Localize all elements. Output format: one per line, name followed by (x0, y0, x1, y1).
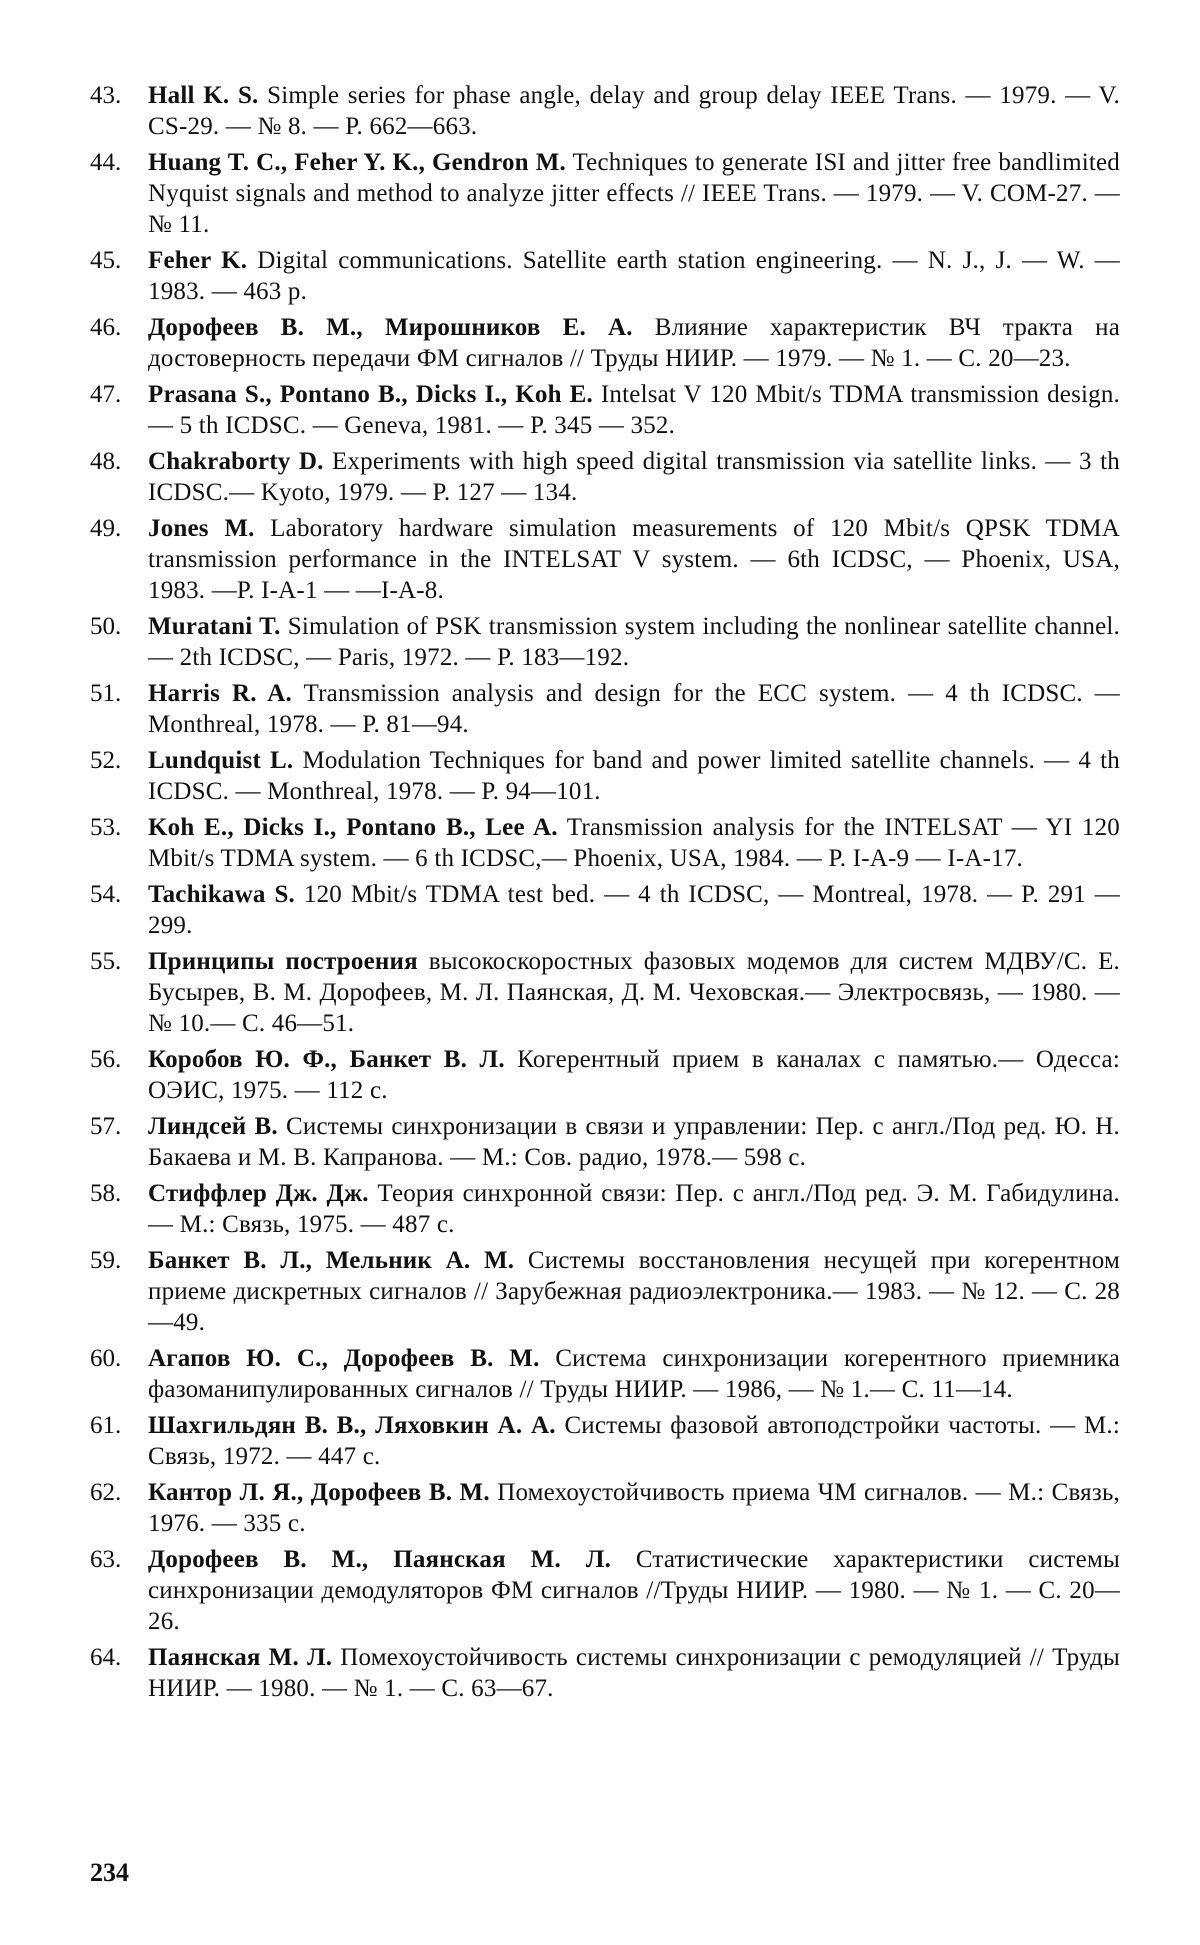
reference-number: 54. (90, 881, 122, 908)
reference-authors: Паянская М. Л. (148, 1644, 333, 1671)
reference-item (90, 1178, 1120, 1240)
reference-number: 52. (90, 747, 122, 774)
reference-number: 61. (90, 1412, 122, 1439)
reference-item (90, 80, 1120, 142)
reference-text: Simple series for phase angle, delay and group delay IEEE Trans. — 1979. — V. CS-29. — № 8. — P. 662—663. (148, 82, 1121, 140)
reference-item (90, 446, 1120, 508)
reference-number: 60. (90, 1345, 122, 1372)
reference-body (148, 1544, 1120, 1637)
reference-body (148, 312, 1120, 374)
reference-authors: Muratani T. (148, 613, 281, 640)
reference-item (90, 513, 1120, 606)
reference-body (148, 745, 1120, 807)
reference-item (90, 1245, 1120, 1338)
reference-number: 44. (90, 149, 122, 176)
reference-number: 63. (90, 1546, 122, 1573)
reference-text: Simulation of PSK transmission system including the nonlinear satellite channel. — 2th ICDSC, — Paris, 1972. — P. 183—192. (148, 613, 1120, 671)
reference-item (90, 312, 1120, 374)
reference-item (90, 245, 1120, 307)
reference-text: Experiments with high speed digital transmission via satellite links. — 3 th ICDSC.— Kyoto, 1979. — P. 127 — 134. (148, 448, 1120, 506)
reference-number: 43. (90, 82, 122, 109)
reference-number: 50. (90, 613, 122, 640)
reference-text: Digital communications. Satellite earth station engineering. — N. J., J. — W. — 1983. — 463 p. (148, 247, 1121, 305)
reference-number: 55. (90, 948, 122, 975)
reference-authors: Агапов Ю. С., Дорофеев В. М. (148, 1345, 540, 1372)
reference-item (90, 879, 1120, 941)
reference-item (90, 946, 1120, 1039)
reference-text: Intelsat V 120 Mbit/s TDMA transmission design.— 5 th ICDSC. — Geneva, 1981. — P. 345 — 352. (148, 381, 1121, 439)
reference-text: Transmission analysis for the INTELSAT — YI 120 Mbit/s TDMA system. — 6 th ICDSC,— Phoenix, USA, 1984. — P. I-A-9 — I-A-17. (148, 814, 1120, 872)
reference-body (148, 1642, 1120, 1704)
reference-item (90, 1544, 1120, 1637)
reference-body (148, 1245, 1120, 1338)
reference-text: Системы восстановления несущей при когерентном приеме дискретных сигналов // Зарубежная радиоэлектроника.— 1983. — № 12. — С. 28—49. (148, 1247, 1121, 1336)
reference-body (148, 379, 1120, 441)
reference-item (90, 678, 1120, 740)
reference-text: Когерентный прием в каналах с памятью.— Одесса: ОЭИС, 1975. — 112 с. (148, 1046, 1120, 1104)
reference-authors: Harris R. A. (148, 680, 292, 707)
reference-text: Статистические характеристики системы синхронизации демодуляторов ФМ сигналов //Труды НИИР. — 1980. — № 1. — С. 20—26. (148, 1546, 1120, 1635)
reference-item (90, 379, 1120, 441)
reference-number: 51. (90, 680, 122, 707)
reference-number: 62. (90, 1479, 122, 1506)
reference-authors: Koh E., Dicks I., Pontano B., Lee A. (148, 814, 558, 841)
reference-body (148, 1178, 1120, 1240)
reference-authors: Линдсей В. (148, 1113, 278, 1140)
reference-authors: Кантор Л. Я., Дорофеев В. М. (148, 1479, 490, 1506)
reference-item (90, 1044, 1120, 1106)
reference-body (148, 1477, 1120, 1539)
reference-body (148, 812, 1120, 874)
reference-authors: Стиффлер Дж. Дж. (148, 1180, 369, 1207)
reference-authors: Банкет В. Л., Мельник А. М. (148, 1247, 515, 1274)
reference-item (90, 1111, 1120, 1173)
reference-body (148, 513, 1120, 606)
reference-item (90, 1410, 1120, 1472)
reference-number: 46. (90, 314, 122, 341)
reference-authors: Шахгильдян В. В., Ляховкин А. А. (148, 1412, 556, 1439)
reference-text: Помехоустойчивость системы синхронизации с ремодуляцией // Труды НИИР. — 1980. — № 1. — С. 63—67. (148, 1644, 1120, 1702)
reference-number: 64. (90, 1644, 122, 1671)
reference-text: Modulation Techniques for band and power limited satellite channels. — 4 th ICDSC. — Monthreal, 1978. — P. 94—101. (148, 747, 1121, 805)
reference-number: 47. (90, 381, 122, 408)
reference-authors: Lundquist L. (148, 747, 294, 774)
reference-authors: Дорофеев В. М., Паянская М. Л. (148, 1546, 612, 1573)
reference-body (148, 446, 1120, 508)
reference-text: Techniques to generate ISI and jitter free bandlimited Nyquist signals and method to analyze jitter effects // IEEE Trans. — 1979. — V. COM-27. — № 11. (148, 149, 1121, 238)
reference-body (148, 1343, 1120, 1405)
reference-body (148, 678, 1120, 740)
reference-text: Влияние характеристик ВЧ тракта на достоверность передачи ФМ сигналов // Труды НИИР. — 1979. — № 1. — С. 20—23. (148, 314, 1120, 372)
reference-body (148, 1044, 1120, 1106)
reference-body (148, 1111, 1120, 1173)
reference-authors: Hall K. S. (148, 82, 259, 109)
reference-number: 58. (90, 1180, 122, 1207)
reference-body (148, 879, 1120, 941)
reference-text: высокоскоростных фазовых модемов для систем МДВУ/С. Е. Бусырев, В. М. Дорофеев, М. Л. Паянская, Д. М. Чеховская.— Электросвязь, — 1980. — № 10.— С. 46—51. (148, 948, 1120, 1037)
reference-body (148, 611, 1120, 673)
reference-authors: Jones M. (148, 515, 255, 542)
reference-item (90, 745, 1120, 807)
reference-item (90, 611, 1120, 673)
reference-number: 53. (90, 814, 122, 841)
reference-number: 57. (90, 1113, 122, 1140)
reference-text: Transmission analysis and design for the ECC system. — 4 th ICDSC. — Monthreal, 1978. — P. 81—94. (148, 680, 1121, 738)
reference-body (148, 147, 1120, 240)
reference-body (148, 946, 1120, 1039)
reference-text: Laboratory hardware simulation measurements of 120 Mbit/s QPSK TDMA transmission performance in the INTELSAT V system. — 6th ICDSC, — Phoenix, USA, 1983. —P. I-A-1 — —I-A-8. (148, 515, 1120, 604)
page-number: 234 (90, 1858, 129, 1887)
reference-authors: Feher K. (148, 247, 248, 274)
reference-number: 49. (90, 515, 122, 542)
reference-item (90, 1343, 1120, 1405)
reference-text: Системы синхронизации в связи и управлении: Пер. с англ./Под ред. Ю. Н. Бакаева и М. В. Капранова. — М.: Сов. радио, 1978.— 598 с. (148, 1113, 1120, 1171)
reference-number: 56. (90, 1046, 122, 1073)
reference-body (148, 1410, 1120, 1472)
reference-authors: Chakraborty D. (148, 448, 324, 475)
reference-body (148, 245, 1120, 307)
reference-text: Система синхронизации когерентного приемника фазоманипулированных сигналов // Труды НИИР. — 1986, — № 1.— С. 11—14. (148, 1345, 1121, 1403)
reference-authors: Принципы построения (148, 948, 418, 975)
reference-authors: Tachikawa S. (148, 881, 296, 908)
reference-number: 45. (90, 247, 122, 274)
reference-authors: Huang T. C., Feher Y. K., Gendron M. (148, 149, 566, 176)
reference-item (90, 812, 1120, 874)
reference-item (90, 1642, 1120, 1704)
reference-item (90, 1477, 1120, 1539)
reference-number: 59. (90, 1247, 122, 1274)
reference-list (90, 80, 1120, 1709)
reference-text: 120 Mbit/s TDMA test bed. — 4 th ICDSC, — Montreal, 1978. — P. 291 — 299. (148, 881, 1120, 939)
reference-authors: Дорофеев В. М., Мирошников Е. А. (148, 314, 633, 341)
reference-authors: Prasana S., Pontano B., Dicks I., Koh E. (148, 381, 593, 408)
reference-number: 48. (90, 448, 122, 475)
reference-text: Системы фазовой автоподстройки частоты. — М.: Связь, 1972. — 447 с. (148, 1412, 1120, 1470)
reference-body (148, 80, 1120, 142)
reference-text: Теория синхронной связи: Пер. с англ./Под ред. Э. М. Габидулина. — М.: Связь, 1975. — 487 с. (148, 1180, 1120, 1238)
reference-text: Помехоустойчивость приема ЧМ сигналов. — М.: Связь, 1976. — 335 с. (148, 1479, 1120, 1537)
reference-authors: Коробов Ю. Ф., Банкет В. Л. (148, 1046, 505, 1073)
reference-item (90, 147, 1120, 240)
